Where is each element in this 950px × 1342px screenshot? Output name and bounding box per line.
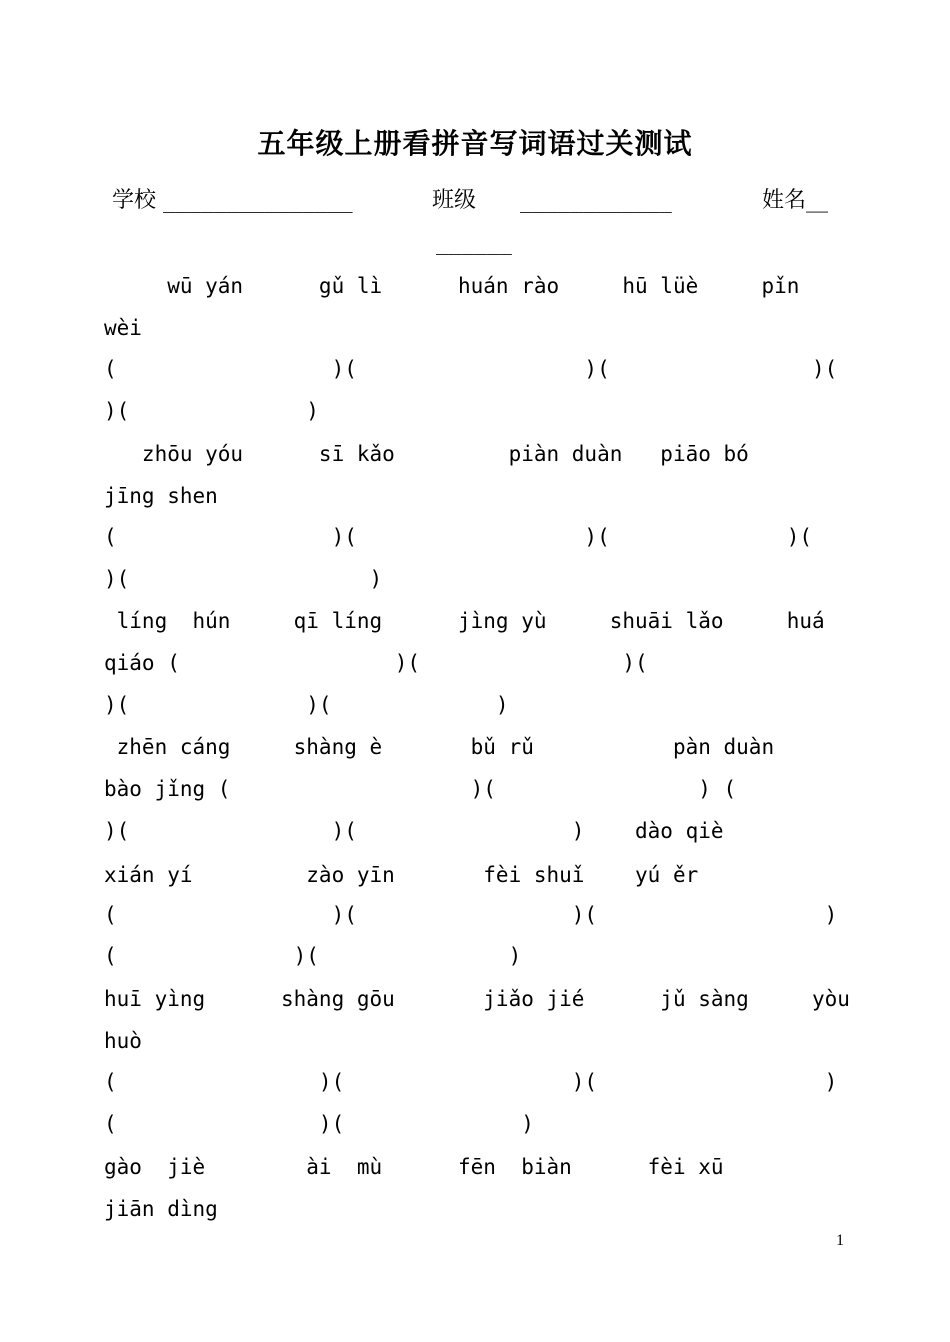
class-blank[interactable]: ____________ bbox=[520, 189, 672, 213]
answer-line[interactable]: ( )( ) bbox=[104, 1112, 534, 1136]
school-blank[interactable]: _______________ bbox=[163, 189, 353, 213]
pinyin-line: zhēn cáng shàng è bǔ rǔ pàn duàn bbox=[104, 735, 775, 759]
pinyin-line: bào jǐng ( )( ) ( bbox=[104, 777, 737, 801]
name-blank[interactable]: ______ bbox=[436, 231, 512, 255]
school-label: 学校 bbox=[112, 188, 157, 213]
answer-line[interactable]: )( ) bbox=[104, 399, 319, 423]
answer-line[interactable]: )( )( ) dào qiè bbox=[104, 819, 724, 843]
pinyin-line: zhōu yóu sī kǎo piàn duàn piāo bó bbox=[104, 442, 749, 466]
answer-line[interactable]: ( )( )( ) bbox=[104, 903, 838, 927]
pinyin-line: wū yán gǔ lì huán rào hū lüè pǐn bbox=[104, 274, 800, 298]
pinyin-line: huò bbox=[104, 1029, 142, 1053]
pinyin-line: wèi bbox=[104, 316, 142, 340]
answer-line[interactable]: ( )( )( ) bbox=[104, 1070, 838, 1094]
pinyin-line: huī yìng shàng gōu jiǎo jié jǔ sàng yòu bbox=[104, 987, 850, 1011]
pinyin-line: gào jiè ài mù fēn biàn fèi xū bbox=[104, 1155, 724, 1179]
answer-line[interactable]: )( )( ) bbox=[104, 693, 509, 717]
pinyin-line: xián yí zào yīn fèi shuǐ yú ěr bbox=[104, 863, 699, 887]
class-label: 班级 bbox=[432, 188, 477, 213]
pinyin-line: jiān dìng bbox=[104, 1197, 218, 1221]
name-label: 姓名__ bbox=[762, 188, 829, 213]
answer-line[interactable]: )( ) bbox=[104, 567, 383, 591]
page-number: 1 bbox=[836, 1232, 844, 1249]
pinyin-line: qiáo ( )( )( bbox=[104, 651, 648, 675]
answer-line[interactable]: ( )( )( )( bbox=[104, 357, 838, 381]
answer-line[interactable]: ( )( )( )( bbox=[104, 525, 813, 549]
pinyin-line: líng hún qī líng jìng yù shuāi lǎo huá bbox=[104, 609, 825, 633]
pinyin-line: jīng shen bbox=[104, 484, 218, 508]
page-title: 五年级上册看拼音写词语过关测试 bbox=[257, 127, 693, 160]
answer-line[interactable]: ( )( ) bbox=[104, 944, 522, 968]
